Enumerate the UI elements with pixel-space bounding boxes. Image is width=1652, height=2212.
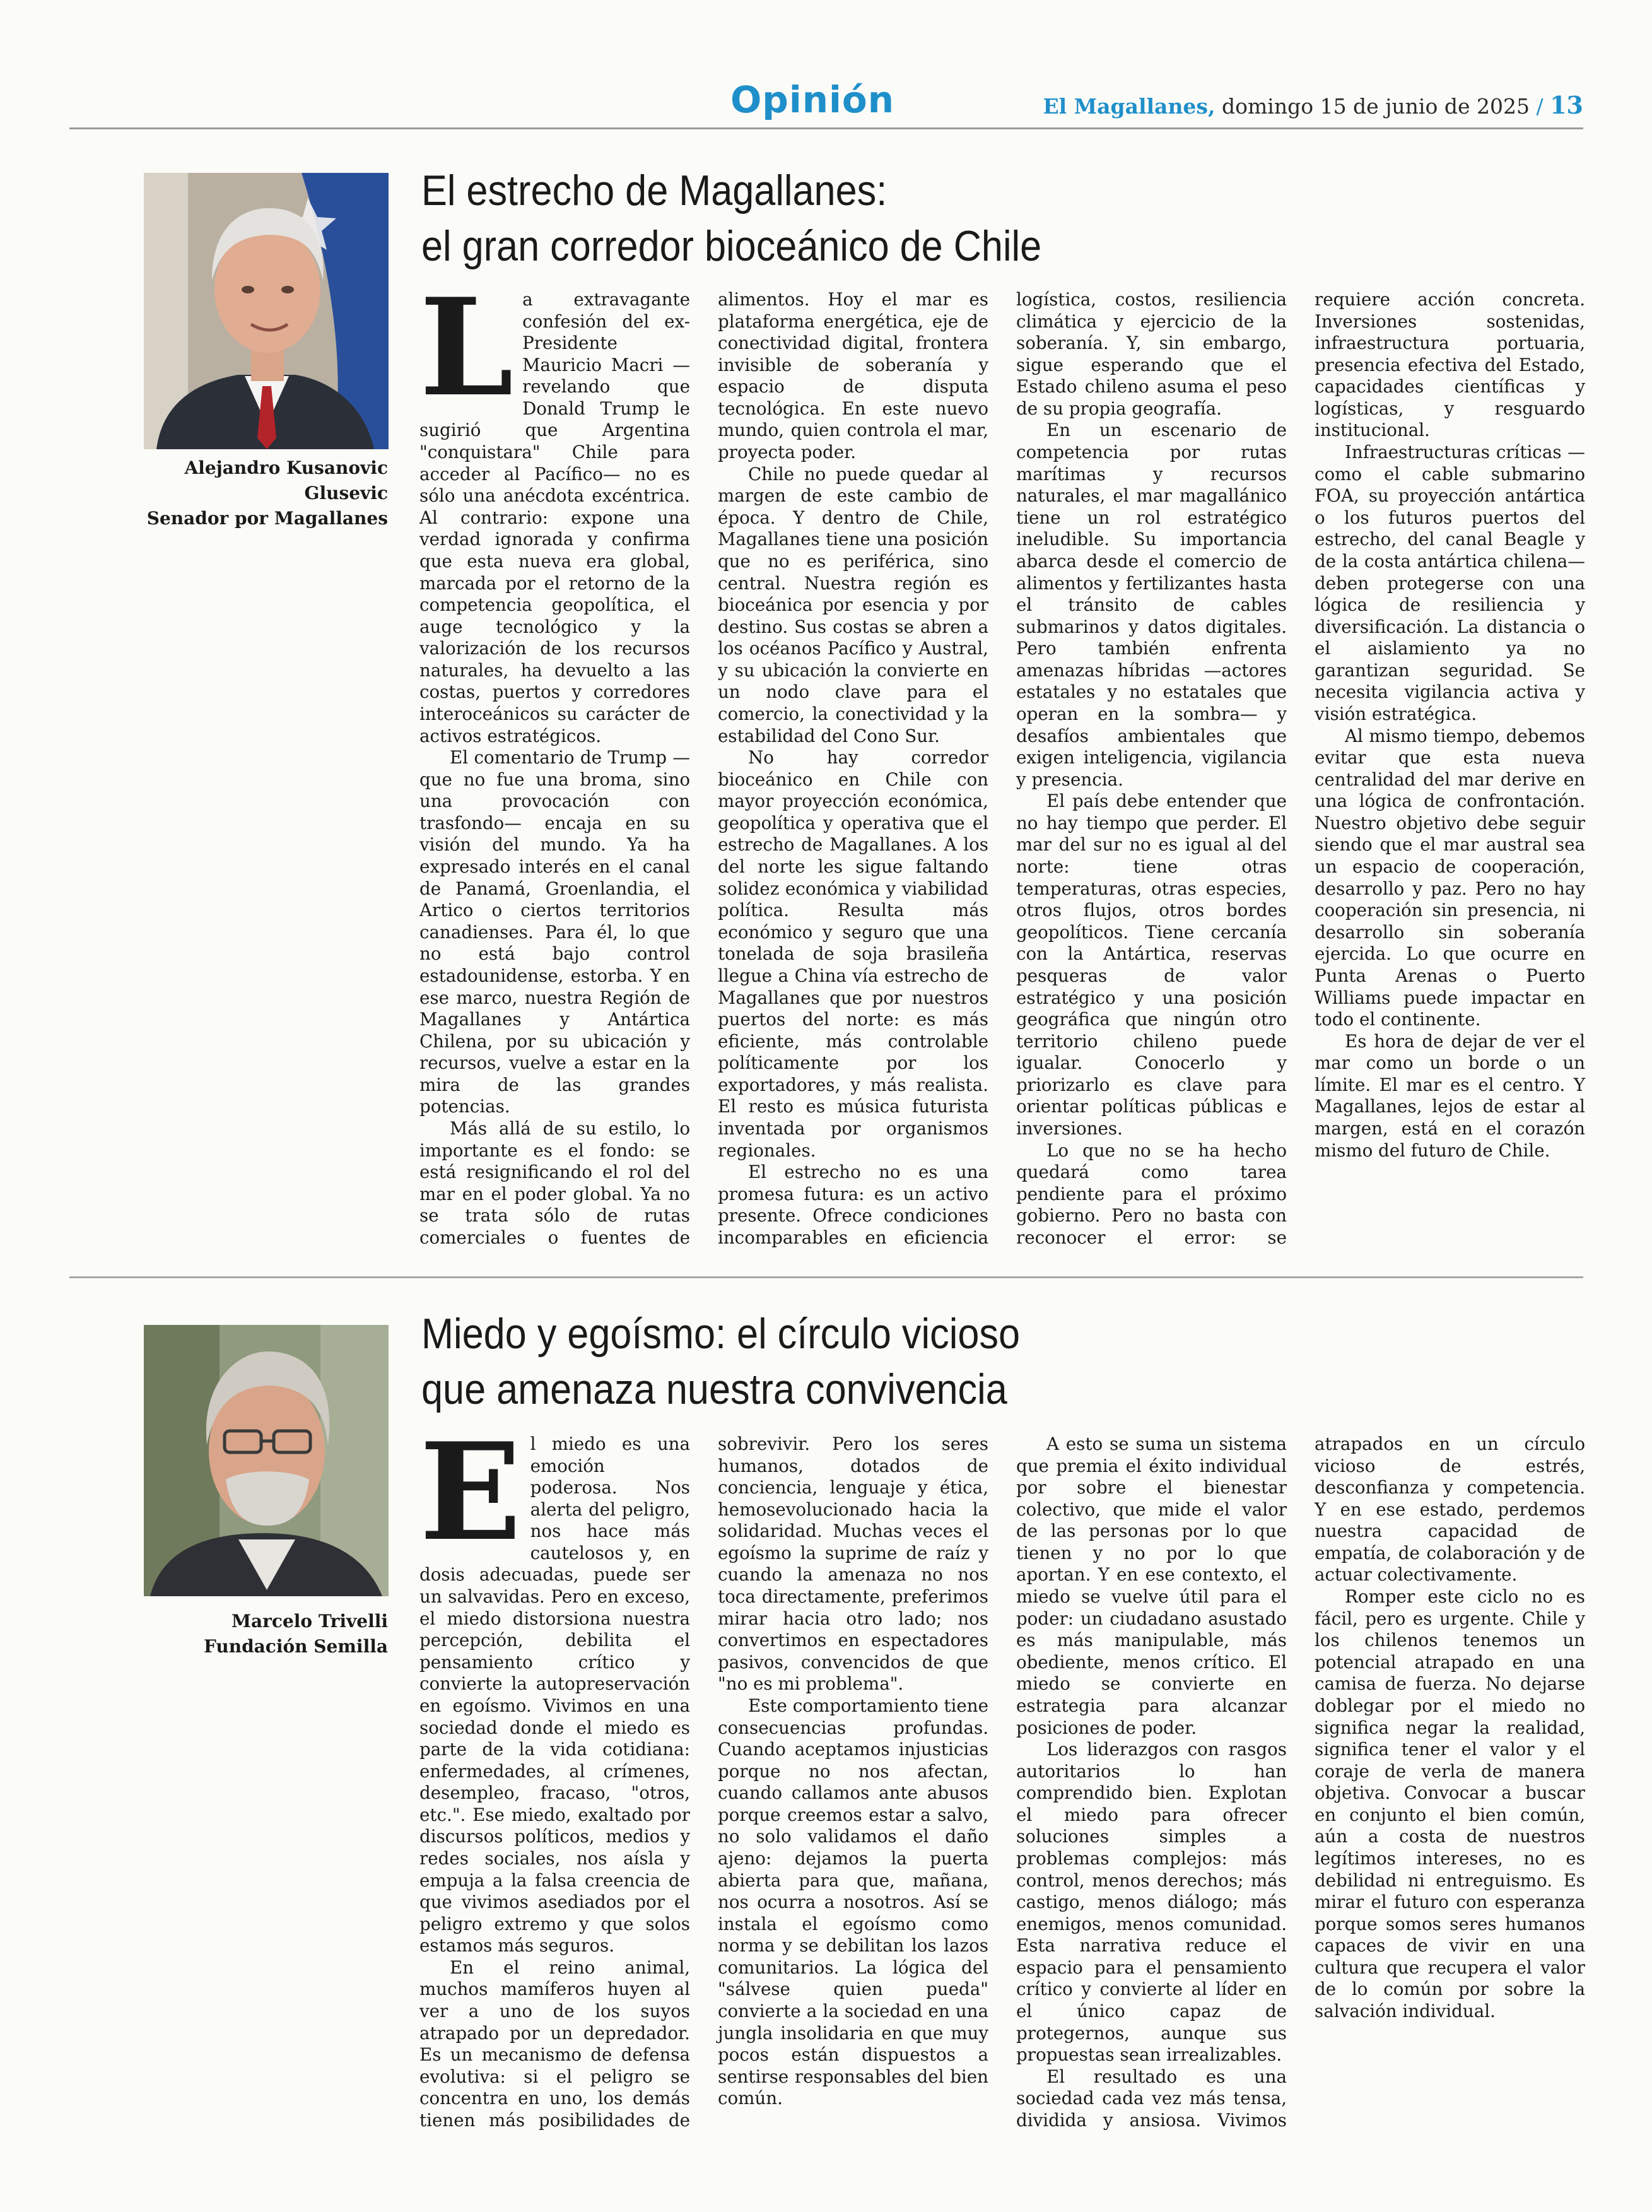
- article-body: [419, 1413, 1585, 2139]
- article-divider: [69, 1276, 1583, 1278]
- section-title: Opinión: [730, 78, 895, 121]
- article-paragraph: Lo que no se ha hecho quedará como tarea pendiente para el próximo gobierno. Pero no basta con reconocer el error: se requiere acción concreta. Inversiones sostenidas, infraestructura portuaria, presencia efectiva del Estado, capacidades científicas y logísticas, y resguardo institucional.: [1016, 289, 1585, 1248]
- author-portrait-icon: [144, 1325, 389, 1596]
- article-body: [419, 269, 1585, 1253]
- article-paragraph: En el reino animal, muchos mamíferos huyen al ver a uno de los suyos atrapado por un depredador. Es un mecanismo de defensa evolutiva: si el peligro se concentra en uno, los demás tienen más posibilidades de sobrevivir. Pero los seres humanos, dotados de conciencia, lenguaje y ética, hemosevolucionado hacia la solidaridad. Muchas veces el egoísmo la suprime de raíz y cuando la amenaza no nos toca directamente, preferimos mirar hacia otro lado; nos convertimos en espectadores pasivos, convencidos de que "no es mi problema".: [419, 1433, 988, 2131]
- article-paragraph: A esto se suma un sistema que premia el éxito individual por sobre el bienestar colectivo, que mide el valor de las personas por lo que tienen y no por lo que aportan. Y en ese contexto, el miedo se vuelve útil para el poder: un ciudadano asustado es más manipulable, más obediente, menos crítico. El miedo se convierte en estrategia para alcanzar posiciones de poder.: [1016, 1433, 1287, 1738]
- article-paragraph: El miedo es una emoción poderosa. Nos alerta del peligro, nos hace más cautelosos y, en dosis adecuadas, puede ser un salvavidas. Pero en exceso, el miedo distorsiona nuestra percepción, debilita el pensamiento crítico y convierte la autopreservación en egoísmo. Vivimos en una sociedad donde el miedo es parte de la vida cotidiana: enfermedades, al crímenes, desempleo, fracaso, "otros, etc.". Ese miedo, exaltado por discursos políticos, medios y redes sociales, nos aísla y empuja a la falsa creencia de que vivimos asediados por el peligro extremo y que solos estamos más seguros.: [419, 1413, 690, 1956]
- headline-line-1: El estrecho de Magallanes:: [421, 167, 888, 215]
- article-paragraph: Infraestructuras críticas —como el cable submarino FOA, su proyección antártica o los futuros puertos del estrecho, del canal Beagle y de la costa antártica chilena— deben protegerse con una lógica de resiliencia y diversificación. La distancia o el aislamiento ya no garantizan seguridad. Se necesita vigilancia activa y visión estratégica.: [1315, 442, 1585, 724]
- article-paragraph: El resultado es una sociedad cada vez más tensa, dividida y ansiosa. Vivimos atrapados en un círculo vicioso de estrés, desconfianza y competencia. Y en ese estado, perdemos nuestra capacidad de empatía, de colaboración y de actuar colectivamente.: [1016, 1433, 1585, 2131]
- author-caption: [107, 456, 388, 531]
- article-paragraph: El país debe entender que no hay tiempo que perder. El mar del sur no es igual al del norte: tiene otras temperaturas, otras especies, otros flujos, otros bordes geopolíticos. Tiene cercanía con la Antártica, reservas pesqueras de valor estratégico y una posición geográfica que ningún otro territorio chileno puede igualar. Conocerlo y priorizarlo es clave para orientar políticas públicas e inversiones.: [1016, 791, 1287, 1139]
- article-paragraph: Más allá de su estilo, lo importante es el fondo: se está resignificando el rol del mar en el poder global. Ya no se trata sólo de rutas comerciales o fuentes de alimentos. Hoy el mar es plataforma energética, eje de conectividad digital, frontera invisible de soberanía y espacio de disputa tecnológica. En este nuevo mundo, quien controla el mar, proyecta poder.: [419, 289, 988, 1248]
- author-role: Fundación Semilla: [203, 1636, 388, 1657]
- author-photo-kusanovic: [144, 173, 389, 449]
- publication-name: El Magallanes,: [1043, 94, 1216, 119]
- author-name: Marcelo Trivelli: [231, 1611, 388, 1632]
- author-photo-trivelli: [144, 1325, 389, 1596]
- article-paragraph: Este comportamiento tiene consecuencias profundas. Cuando aceptamos injusticias porque no nos afectan, cuando callamos ante abusos porque creemos estar a salvo, no solo validamos el daño ajeno: dejamos la puerta abierta para que, mañana, nos ocurra a nosotros. Así se instala el egoísmo como norma y se debilitan los lazos comunitarios. La lógica del "sálvese quien pueda" convierte a la sociedad en una jungla insolidaria en que muy pocos están dispuestos a sentirse responsables del bien común.: [718, 1695, 988, 2109]
- article-paragraph: El comentario de Trump —que no fue una broma, sino una provocación con trasfondo— encaja en su visión del mundo. Ya ha expresado interés en el canal de Panamá, Groenlandia, el Artico o ciertos territorios canadienses. Para él, lo que no está bajo control estadounidense, estorba. Y en ese marco, nuestra Región de Magallanes y Antártica Chilena, por su ubicación y recursos, vuelve a estar en la mira de las grandes potencias.: [419, 747, 690, 1117]
- folio: [1043, 91, 1583, 119]
- article-paragraph: Al mismo tiempo, debemos evitar que esta nueva centralidad del mar derive en una lógica de confrontación. Nuestro objetivo debe seguir siendo que el mar austral sea un espacio de cooperación, desarrollo y paz. Pero no hay cooperación sin presencia, ni desarrollo sin soberanía ejercida. Lo que ocurre en Punta Arenas o Puerto Williams puede impactar en todo el continente.: [1315, 725, 1585, 1030]
- article-paragraph: Los liderazgos con rasgos autoritarios lo han comprendido bien. Explotan el miedo para ofrecer soluciones simples a problemas complejos: más control, menos derechos; más castigo, menos diálogo; más enemigos, menos comunidad. Esta narrativa reduce el espacio para el pensamiento crítico y convierte al líder en el único capaz de protegernos, aunque sus propuestas sean irrealizables.: [1016, 1739, 1287, 2066]
- article-paragraph: Romper este ciclo no es fácil, pero es urgente. Chile y los chilenos tenemos un potencial atrapado en una camisa de fuerza. No dejarse doblegar por el miedo no significa negar la realidad, significa tener el valor y el coraje de verla de manera objetiva. Convocar a buscar en conjunto el bien común, aún a costa de nuestros legítimos intereses, no es debilidad ni entreguismo. Es mirar el futuro con esperanza porque somos seres humanos capaces de vivir en una cultura que recupera el valor de lo común por sobre la salvación individual.: [1315, 1586, 1585, 2022]
- headline-line-2: que amenaza nuestra convivencia: [421, 1365, 1007, 1413]
- headline-line-1: Miedo y egoísmo: el círculo vicioso: [421, 1310, 1020, 1358]
- issue-date: domingo 15 de junio de 2025: [1222, 94, 1530, 119]
- author-name: Alejandro Kusanovic Glusevic: [184, 457, 388, 503]
- article-paragraph: La extravagante confesión del ex-Presidente Mauricio Macri —revelando que Donald Trump le sugirió que Argentina "conquistara" Chile para acceder al Pacífico— no es sólo una anécdota excéntrica. Al contrario: expone una verdad ignorada y confirma que esta nueva era global, marcada por el retorno de la competencia geopolítica, el auge tecnológico y la valorización de los recursos naturales, ha devuelto a las costas, puertos y corredores interoceánicos su carácter de activos estratégicos.: [419, 269, 690, 746]
- article-paragraph: El estrecho no es una promesa futura: es un activo presente. Ofrece condiciones incomparables en eficiencia logística, costos, resiliencia climática y ejercicio de la soberanía. Y, sin embargo, sigue esperando que el Estado chileno asuma el peso de su propia geografía.: [718, 289, 1287, 1248]
- folio-separator: /: [1536, 94, 1544, 119]
- page-number: 13: [1550, 91, 1583, 119]
- author-portrait-icon: [144, 173, 389, 449]
- headline-line-2: el gran corredor bioceánico de Chile: [421, 222, 1042, 270]
- article-paragraph: Chile no puede quedar al margen de este cambio de época. Y dentro de Chile, Magallanes tiene una posición que no es periférica, sino central. Nuestra región es bioceánica por esencia y por destino. Sus costas se abren a los océanos Pacífico y Austral, y su ubicación la convierte en un nodo clave para el comercio, la conectividad y la estabilidad del Cono Sur.: [718, 463, 988, 746]
- author-caption: [107, 1609, 388, 1659]
- article-headline: [421, 163, 1466, 274]
- article-headline: [421, 1306, 1466, 1417]
- article-paragraph: En un escenario de competencia por rutas marítimas y recursos naturales, el mar magallánico tiene un rol estratégico ineludible. Su importancia abarca desde el comercio de alimentos y fertilizantes hasta el tránsito de cables submarinos y datos digitales. Pero también enfrenta amenazas híbridas —actores estatales y no estatales que operan en la sombra— y desafíos ambientales que exigen inteligencia, vigilancia y presencia.: [1016, 420, 1287, 790]
- article-paragraph: No hay corredor bioceánico en Chile con mayor proyección económica, geopolítica y operativa que el estrecho de Magallanes. A los del norte les sigue faltando solidez económica y viabilidad política. Resulta más económico y seguro que una tonelada de soja brasileña llegue a China vía estrecho de Magallanes que por nuestros puertos del norte: es más eficiente, más controlable políticamente por los exportadores, y más realista. El resto es música futurista inventada por organismos regionales.: [718, 747, 988, 1161]
- article-paragraph: Es hora de dejar de ver el mar como un borde o un límite. El mar es el centro. Y Magallanes, lejos de estar al margen, está en el corazón mismo del futuro de Chile.: [1315, 1030, 1585, 1161]
- author-role: Senador por Magallanes: [146, 508, 388, 529]
